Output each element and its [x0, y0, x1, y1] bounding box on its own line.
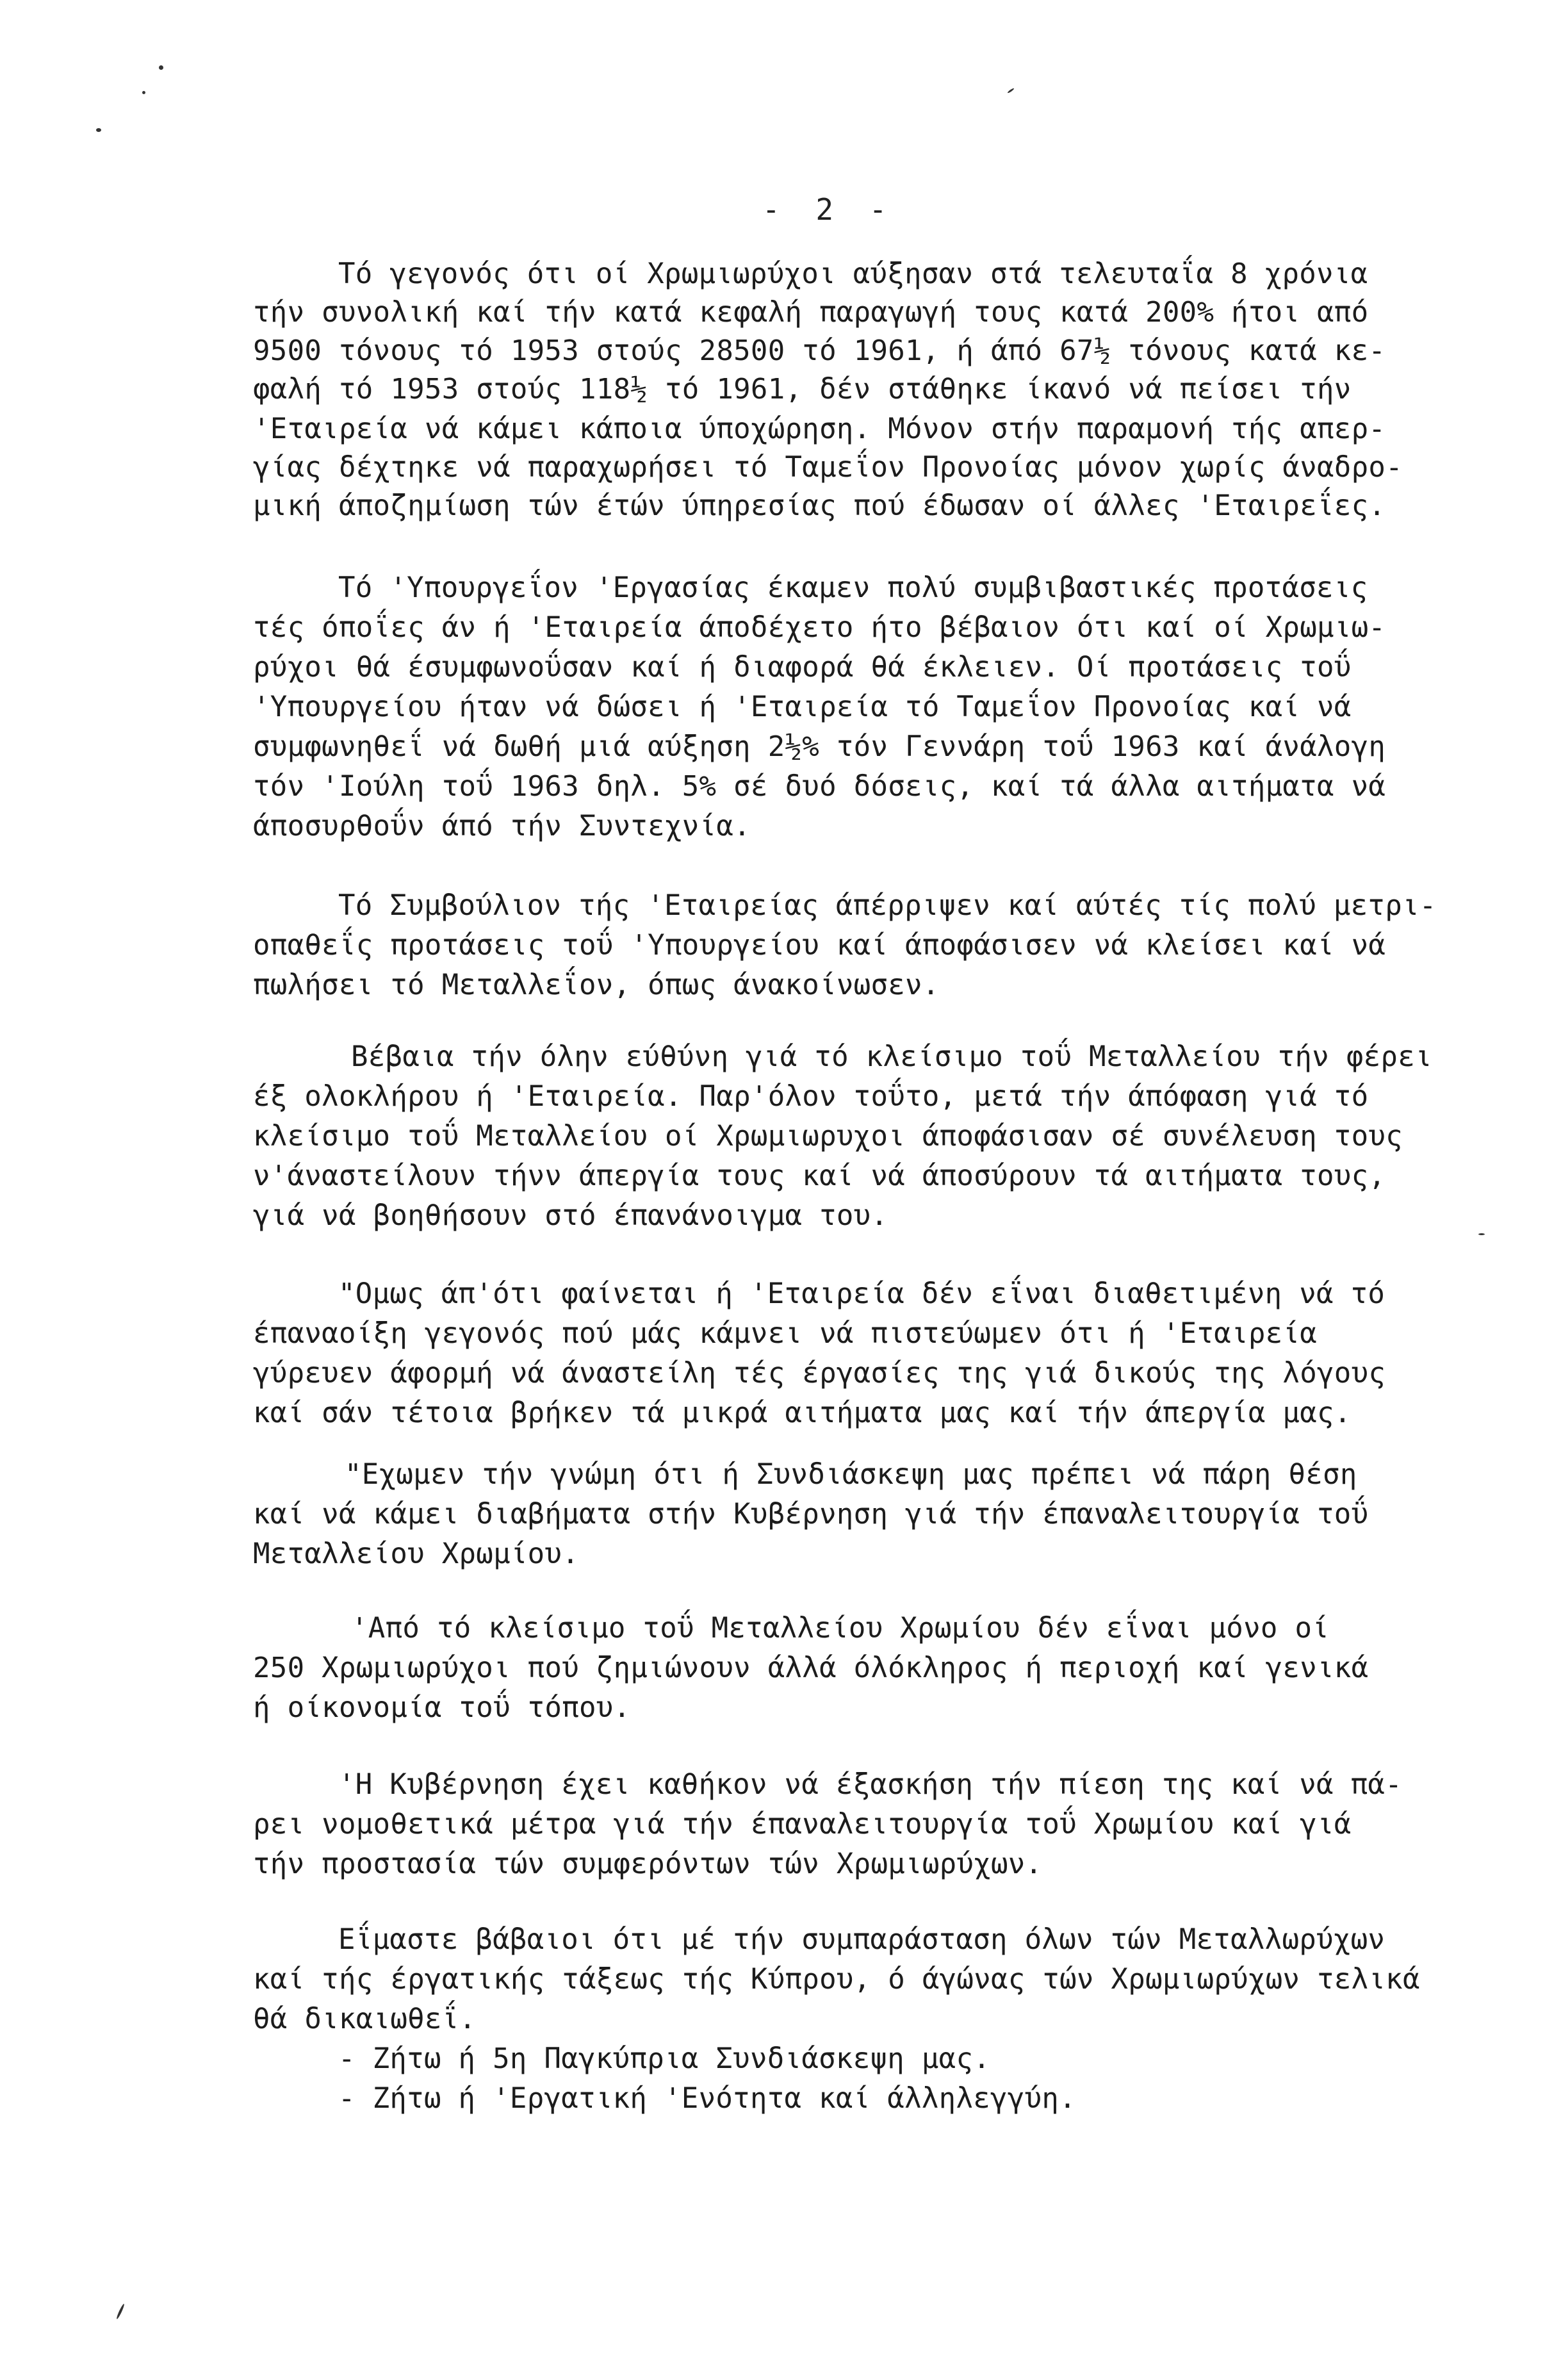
text-line: φαλή τό 1953 στούς 118½ τό 1961, δέν στάθηκε ίκανό νά πείσει τήν	[253, 373, 1352, 406]
text-line: οπαθεΐς προτάσεις τοΰ 'Υπουργείου καί άποφάσισεν νά κλείσει καί νά	[253, 929, 1386, 962]
text-line: τόν 'Ιούλη τοΰ 1963 δηλ. 5% σέ δυό δόσεις, καί τά άλλα αιτήματα νά	[253, 770, 1386, 803]
text-line: 'Εταιρεία νά κάμει κάποια ύποχώρηση. Μόνον στήν παραμονή τής απερ-	[253, 413, 1386, 445]
scan-speck	[142, 91, 145, 94]
scan-speck	[1007, 88, 1015, 94]
text-line: 250 Χρωμιωρύχοι πού ζημιώνουν άλλά όλόκληρος ή περιοχή καί γενικά	[253, 1652, 1369, 1684]
text-line: Μεταλλείου Χρωμίου.	[253, 1538, 580, 1570]
text-line: τές όποΐες άν ή 'Εταιρεία άποδέχετο ήτο βέβαιον ότι καί οί Χρωμιω-	[253, 611, 1386, 644]
text-line: καί τής έργατικής τάξεως τής Κύπρου, ό άγώνας τών Χρωμιωρύχων τελικά	[253, 1963, 1420, 1996]
text-line: Βέβαια τήν όλην εύθύνη γιά τό κλείσιμο τοΰ Μεταλλείου τήν φέρει	[351, 1040, 1432, 1073]
text-line: ν'άναστείλουν τήνν άπεργία τους καί νά άποσύρουν τά αιτήματα τους,	[253, 1160, 1386, 1192]
text-line: γίας δέχτηκε νά παραχωρήσει τό Ταμεΐον Προνοίας μόνον χωρίς άναδρο-	[253, 451, 1403, 484]
slogan-line: - Ζήτω ή 'Εργατική 'Ενότητα καί άλληλεγγύη.	[338, 2082, 1076, 2115]
text-line: "Ομως άπ'ότι φαίνεται ή 'Εταιρεία δέν εΐναι διαθετιμένη νά τό	[338, 1277, 1386, 1310]
text-line: γιά νά βοηθήσουν στό έπανάνοιγμα του.	[253, 1199, 888, 1232]
text-line: κλείσιμο τοΰ Μεταλλείου οί Χρωμιωρυχοι άποφάσισαν σέ συνέλευση τους	[253, 1120, 1403, 1153]
text-line: καί νά κάμει διαβήματα στήν Κυβέρνηση γιά τήν έπαναλειτουργία τοΰ	[253, 1498, 1369, 1531]
scan-speck	[96, 128, 101, 132]
text-line: 'Από τό κλείσιμο τοΰ Μεταλλείου Χρωμίου δέν εΐναι μόνο οί	[351, 1612, 1330, 1645]
text-line: Τό Συμβούλιον τής 'Εταιρείας άπέρριψεν καί αύτές τίς πολύ μετρι-	[338, 889, 1437, 922]
text-line: Εΐμαστε βάβαιοι ότι μέ τήν συμπαράσταση όλων τών Μεταλλωρύχων	[338, 1923, 1386, 1956]
text-line: καί σάν τέτοια βρήκεν τά μικρά αιτήματα μας καί τήν άπεργία μας.	[253, 1397, 1352, 1429]
text-line: τήν συνολική καί τήν κατά κεφαλή παραγωγή τους κατά 200% ήτοι από	[253, 296, 1369, 329]
text-line: πωλήσει τό Μεταλλεΐον, όπως άνακοίνωσεν.	[253, 969, 940, 1001]
text-line: έπαναοίξη γεγονός πού μάς κάμνει νά πιστεύωμεν ότι ή 'Εταιρεία	[253, 1317, 1317, 1350]
text-line: θά δικαιωθεΐ.	[253, 2003, 477, 2035]
text-line: ή οίκονομία τοΰ τόπου.	[253, 1691, 631, 1724]
text-line: έξ ολοκλήρου ή 'Εταιρεία. Παρ'όλον τοΰτο, μετά τήν άπόφαση γιά τό	[253, 1080, 1369, 1113]
text-line: τήν προστασία τών συμφερόντων τών Χρωμιωρύχων.	[253, 1848, 1043, 1880]
text-line: Τό γεγονός ότι οί Χρωμιωρύχοι αύξησαν στά τελευταΐα 8 χρόνια	[338, 258, 1368, 290]
scan-speck	[116, 2303, 126, 2319]
text-line: Τό 'Υπουργεΐον 'Εργασίας έκαμεν πολύ συμβιβαστικές προτάσεις	[338, 571, 1368, 604]
text-line: συμφωνηθεΐ νά δωθή μιά αύξηση 2½% τόν Γεννάρη τοΰ 1963 καί άνάλογη	[253, 730, 1386, 763]
scan-speck	[1478, 1233, 1485, 1235]
text-line: ρύχοι θά έσυμφωνοΰσαν καί ή διαφορά θά έκλειεν. Οί προτάσεις τοΰ	[253, 651, 1352, 684]
text-line: 9500 τόνους τό 1953 στούς 28500 τό 1961, ή άπό 67½ τόνους κατά κε-	[253, 334, 1386, 367]
text-line: γύρευεν άφορμή νά άναστείλη τές έργασίες της γιά δικούς της λόγους	[253, 1357, 1386, 1390]
text-line: "Εχωμεν τήν γνώμη ότι ή Συνδιάσκεψη μας πρέπει νά πάρη θέση	[345, 1458, 1357, 1491]
text-line: 'Υπουργείου ήταν νά δώσει ή 'Εταιρεία τό Ταμεΐον Προνοίας καί νά	[253, 691, 1352, 723]
page-number: - 2 -	[762, 192, 896, 227]
slogan-line: - Ζήτω ή 5η Παγκύπρια Συνδιάσκεψη μας.	[338, 2042, 991, 2075]
text-line: 'Η Κυβέρνηση έχει καθήκον νά έξασκήση τήν πίεση της καί νά πά-	[338, 1768, 1402, 1801]
text-line: ρει νομοθετικά μέτρα γιά τήν έπαναλειτουργία τοΰ Χρωμίου καί γιά	[253, 1808, 1352, 1841]
text-line: άποσυρθοΰν άπό τήν Συντεχνία.	[253, 810, 751, 842]
text-line: μική άποζημίωση τών έτών ύπηρεσίας πού έδωσαν οί άλλες 'Εταιρεΐες.	[253, 489, 1386, 522]
scan-speck	[159, 65, 163, 70]
